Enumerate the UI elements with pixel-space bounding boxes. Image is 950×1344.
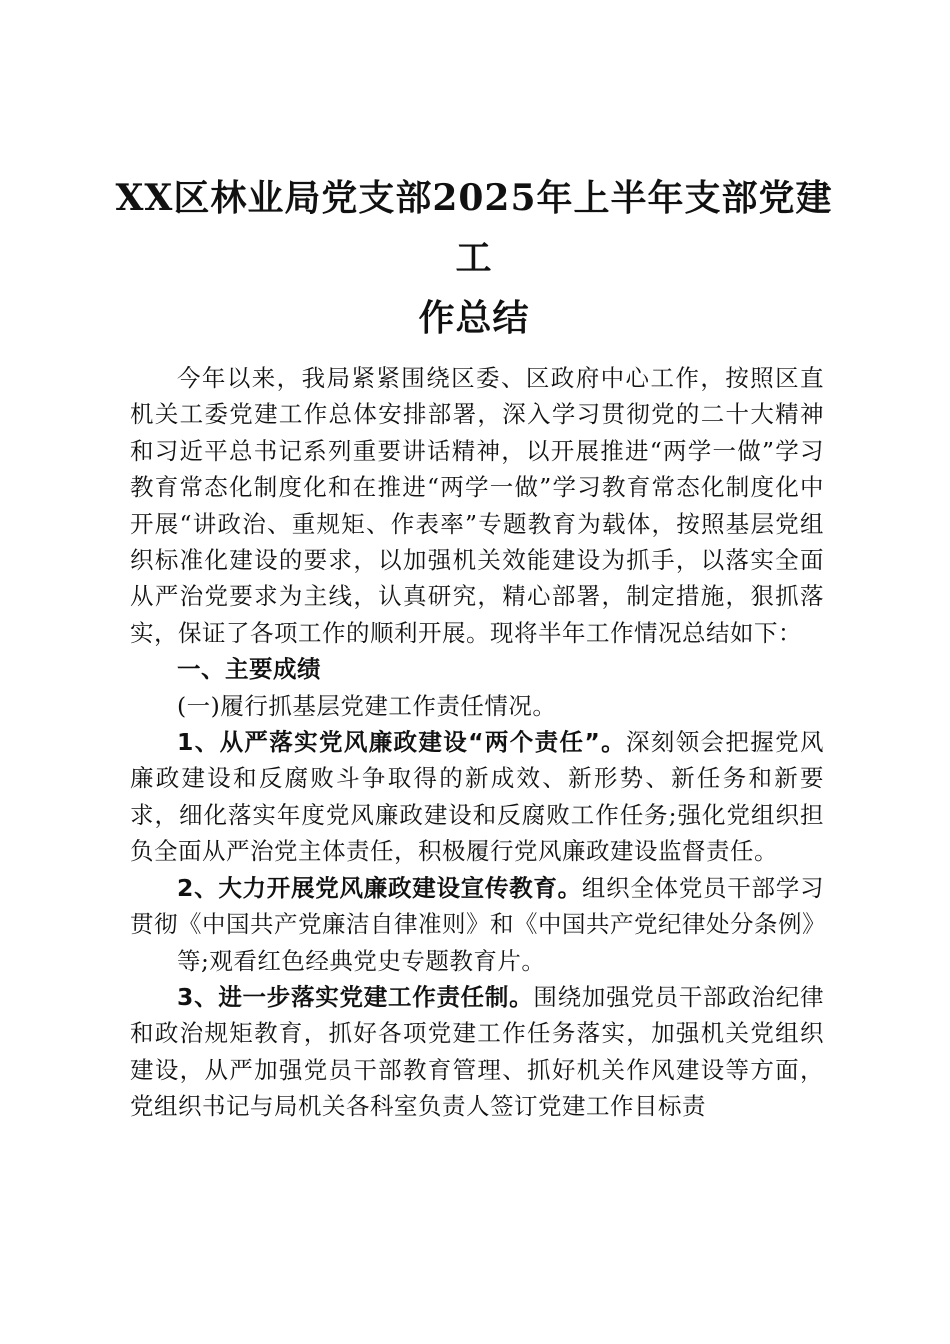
item-1-title: 1、从严落实党风廉政建设“两个责任”。 (177, 728, 626, 757)
item-1-body: 深刻领会把握党风廉政建设和反腐败斗争取得的新成效、新形势、新任务和新要求，细化落实年度党风廉政建设和反腐败工作任务;强化党组织担负全面从严治党主体责任，积极履行党风廉政建设监督责任。 (130, 728, 824, 866)
item-2-body: 组织全体党员干部学习贯彻《中国共产党廉洁自律准则》和《中国共产党纪律处分条例》 (130, 873, 826, 939)
document-title (112, 168, 836, 348)
item-3-title: 3、进一步落实党建工作责任制。 (177, 982, 534, 1011)
item-1-paragraph (130, 724, 824, 870)
item-2-title: 2、大力开展党风廉政建设宣传教育。 (177, 873, 582, 902)
document-body (130, 360, 824, 1125)
item-3-body: 围绕加强党员干部政治纪律和政治规矩教育，抓好各项党建工作任务落实，加强机关党组织建设，从严加强党员干部教育管理、抓好机关作风建设等方面，党组织书记与局机关各科室负责人签订党建工作目标责 (130, 982, 825, 1121)
title-line-2: 作总结 (418, 297, 530, 339)
item-2-continuation: 等;观看红色经典党史专题教育片。 (177, 946, 546, 975)
item-2-paragraph (130, 870, 824, 943)
title-line-1: XX区林业局党支部2025年上半年支部党建工 (115, 177, 833, 279)
subsection-heading-1: (一)履行抓基层党建工作责任情况。 (177, 691, 557, 720)
intro-paragraph: 今年以来，我局紧紧围绕区委、区政府中心工作，按照区直机关工委党建工作总体安排部署，深入学习贯彻党的二十大精神和习近平总书记系列重要讲话精神，以开展推进“两学一做”学习教育常态化制度化和在推进“两学一做”学习教育常态化制度化中开展“讲政治、重规矩、作表率”专题教育为载体，按照基层党组织标准化建设的要求，以加强机关效能建设为抓手，以落实全面从严治党要求为主线，认真研究，精心部署，制定措施，狠抓落实，保证了各项工作的顺利开展。现将半年工作情况总结如下： (130, 364, 824, 647)
item-3-paragraph (130, 979, 824, 1125)
section-heading-main-achievements: 一、主要成绩 (177, 655, 321, 684)
